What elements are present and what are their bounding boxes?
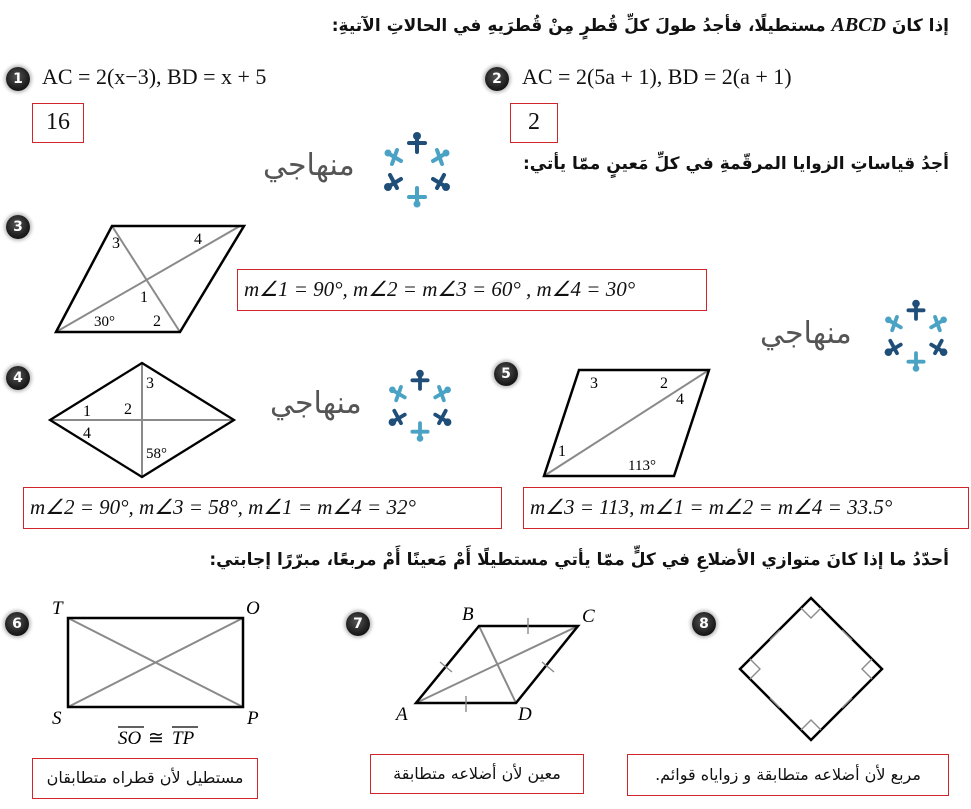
- caption-segment-a: SO: [118, 728, 142, 749]
- rhombus-diagram-5: [540, 366, 716, 480]
- problem-number-badge: 8: [692, 612, 716, 636]
- vertex-label: A: [396, 704, 408, 725]
- problem-number-badge: 7: [346, 612, 370, 636]
- answer-box-8: [627, 754, 949, 796]
- vertex-label: B: [462, 604, 474, 625]
- rhombus-diagram-3: [50, 220, 250, 336]
- instruction-suffix: مستطيلًا، فأجدُ طولَ كلِّ قُطرٍ مِنْ قُطرَيهِ في الحالاتِ الآتيةِ:: [331, 16, 826, 36]
- angle-label: 58°: [146, 446, 167, 462]
- problem-2-expression: AC = 2(5a + 1), BD = 2(a + 1): [522, 64, 792, 89]
- vertex-label: O: [246, 598, 260, 619]
- answer-4: m∠2 = 90°, m∠3 = 58°, m∠1 = m∠4 = 32°: [30, 495, 416, 519]
- angle-label: 2: [660, 375, 668, 392]
- section3-instruction: أحدّدُ ما إذا كانَ متوازي الأضلاعِ في كلٍّ ممّا يأتي مستطيلًا أَمْ مَعينًا أَمْ مربعًا، مبرّرًا إجابتي:: [209, 550, 949, 570]
- problem-number-badge: 4: [6, 366, 30, 390]
- angle-label: 4: [194, 231, 202, 248]
- instruction-prefix: إذا كانَ: [891, 16, 949, 36]
- answer-6: مستطيل لأن قطراه متطابقان: [46, 768, 244, 787]
- instruction-variable: ABCD: [831, 14, 886, 36]
- watermark-text: منهاجي: [760, 316, 852, 351]
- vertex-label: T: [52, 598, 63, 619]
- rhombus-diagram-7: [392, 600, 610, 728]
- problem-number-badge: 5: [494, 362, 518, 386]
- vertex-label: S: [52, 708, 62, 729]
- answer-8: مربع لأن أضلاعه متطابقة و زواياه قوائم.: [655, 765, 921, 784]
- angle-label: 1: [140, 289, 148, 306]
- people-circle-logo-icon: [380, 366, 460, 446]
- angle-label: 113°: [628, 458, 656, 474]
- vertex-label: D: [518, 704, 532, 725]
- watermark-text: منهاجي: [263, 148, 355, 183]
- angle-label: 3: [146, 375, 154, 392]
- rhombus-diagram-4: [46, 360, 240, 482]
- answer-box-3: [237, 269, 707, 311]
- angle-label: 30°: [94, 314, 115, 330]
- caption-congruent: ≅: [148, 728, 164, 749]
- answer-box-2: [510, 103, 558, 143]
- answer-box-7: [370, 754, 584, 794]
- answer-2: 2: [528, 109, 540, 135]
- answer-1: 16: [46, 109, 70, 135]
- people-circle-logo-icon: [876, 296, 956, 376]
- section2-instruction: أجدُ قياساتِ الزوايا المرقّمةِ في كلِّ مَعينٍ ممّا يأتي:: [522, 154, 949, 174]
- section1-instruction: [332, 14, 949, 37]
- problem-number-badge: 1: [6, 67, 30, 91]
- angle-label: 2: [153, 313, 161, 330]
- vertex-label: P: [247, 708, 259, 729]
- answer-3: m∠1 = 90°, m∠2 = m∠3 = 60° , m∠4 = 30°: [244, 277, 636, 301]
- caption-segment-b: TP: [172, 728, 195, 749]
- watermark-logo: [270, 364, 470, 448]
- angle-label: 3: [112, 235, 120, 252]
- problem-1-expression: AC = 2(x−3), BD = x + 5: [42, 64, 267, 89]
- problem-number-badge: 2: [485, 67, 509, 91]
- rectangle-diagram-6: [48, 596, 270, 750]
- problem-number-badge: 3: [6, 215, 30, 239]
- watermark-text: منهاجي: [270, 386, 362, 421]
- angle-label: 2: [124, 401, 132, 418]
- watermark-logo: [263, 128, 463, 212]
- watermark-logo: [760, 294, 970, 378]
- answer-box-1: [32, 103, 84, 143]
- angle-label: 1: [558, 443, 566, 460]
- answer-box-5: [523, 487, 969, 529]
- answer-7: معين لأن أضلاعه متطابقة: [393, 764, 561, 783]
- angle-label: 4: [83, 425, 91, 442]
- angle-label: 4: [676, 391, 684, 408]
- angle-label: 1: [83, 403, 91, 420]
- answer-box-4: [23, 487, 502, 529]
- answer-5: m∠3 = 113, m∠1 = m∠2 = m∠4 = 33.5°: [530, 495, 893, 519]
- answer-box-6: [32, 758, 258, 799]
- people-circle-logo-icon: [375, 128, 459, 212]
- angle-label: 3: [590, 375, 598, 392]
- square-diagram-8: [736, 594, 886, 746]
- vertex-label: C: [582, 606, 595, 627]
- problem-number-badge: 6: [5, 612, 29, 636]
